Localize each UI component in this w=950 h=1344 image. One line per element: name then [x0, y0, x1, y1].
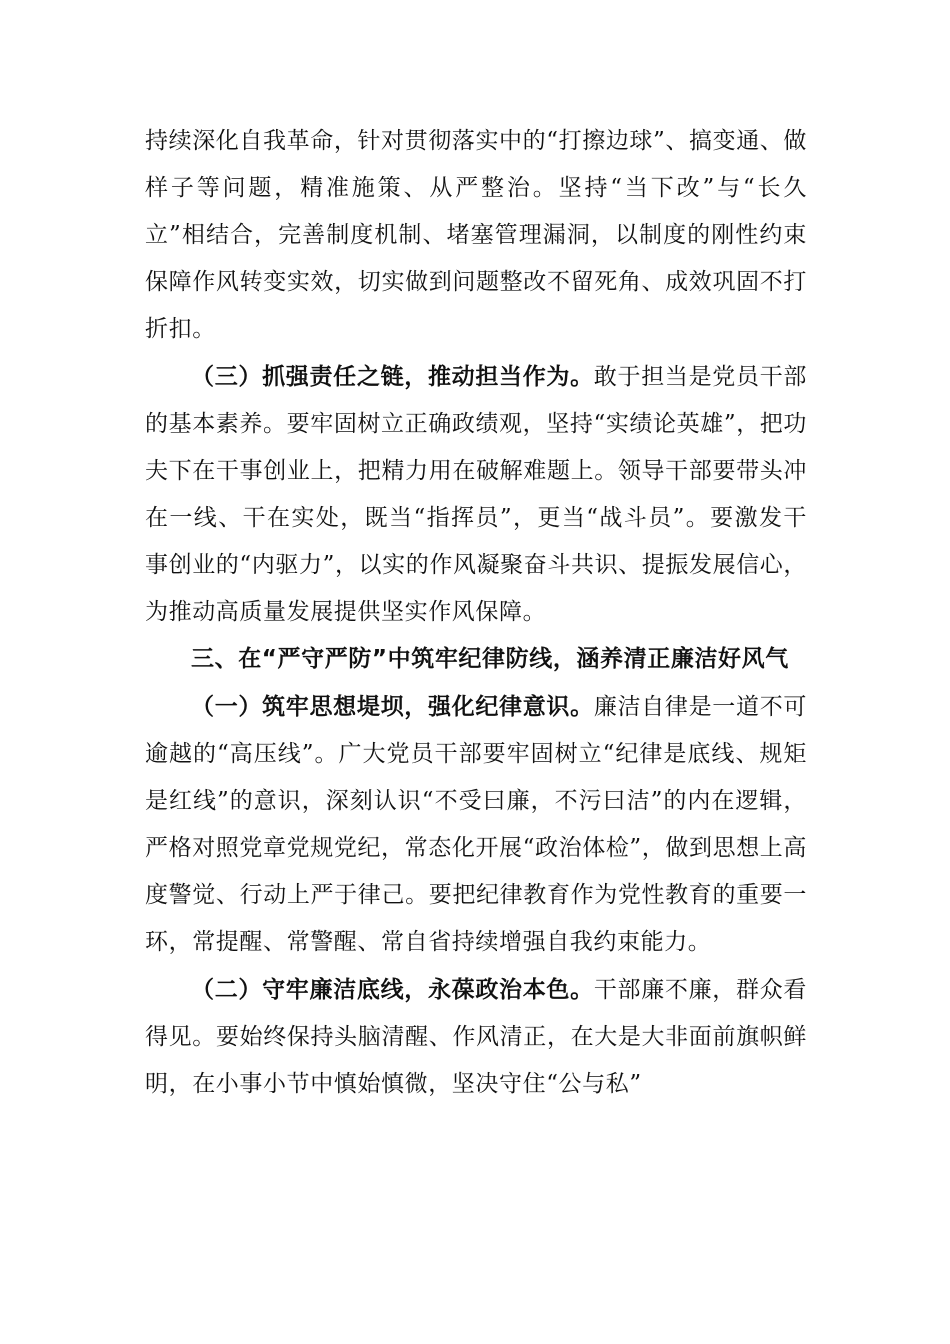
paragraph-text: 干部廉不廉，群众看得见。要始终保持头脑清醒、作风清正，在大是大非面前旗帜鲜明，在小事小节中慎始慎微，坚决守住“公与私”: [145, 977, 807, 1097]
paragraph-lead: （一）筑牢思想堤坝，强化纪律意识。: [191, 693, 594, 720]
paragraph-discipline: [145, 683, 807, 966]
document-body: [145, 118, 807, 1108]
section-heading: 三、在“严守严防”中筑牢纪律防线，涵养清正廉洁好风气: [191, 646, 789, 672]
paragraph-lead: （二）守牢廉洁底线，永葆政治本色。: [191, 976, 594, 1003]
paragraph-responsibility: [145, 353, 807, 636]
paragraph-text: 廉洁自律是一道不可逾越的“高压线”。广大党员干部要牢固树立“纪律是底线、规矩是红线”的意识，深刻认识“不受曰廉，不污曰洁”的内在逻辑，严格对照党章党规党纪，常态化开展“政治体检”，做到思想上高度警觉、行动上严于律己。要把纪律教育作为党性教育的重要一环，常提醒、常警醒、常自省持续增强自我约束能力。: [145, 694, 807, 955]
paragraph-text: 敢于担当是党员干部的基本素养。要牢固树立正确政绩观，坚持“实绩论英雄”，把功夫下在干事创业上，把精力用在破解难题上。领导干部要带头冲在一线、干在实处，既当“指挥员”，更当“战斗员”。要激发干事创业的“内驱力”，以实的作风凝聚奋斗共识、提振发展信心，为推动高质量发展提供坚实作风保障。: [145, 364, 807, 625]
paragraph-integrity: [145, 966, 807, 1108]
paragraph-lead: （三）抓强责任之链，推动担当作为。: [191, 363, 594, 390]
paragraph-text: 持续深化自我革命，针对贯彻落实中的“打擦边球”、搞变通、做样子等问题，精准施策、从严整治。坚持“当下改”与“长久立”相结合，完善制度机制、堵塞管理漏洞，以制度的刚性约束保障作风转变实效，切实做到问题整改不留死角、成效巩固不打折扣。: [145, 128, 807, 342]
paragraph-continuation: [145, 118, 807, 353]
